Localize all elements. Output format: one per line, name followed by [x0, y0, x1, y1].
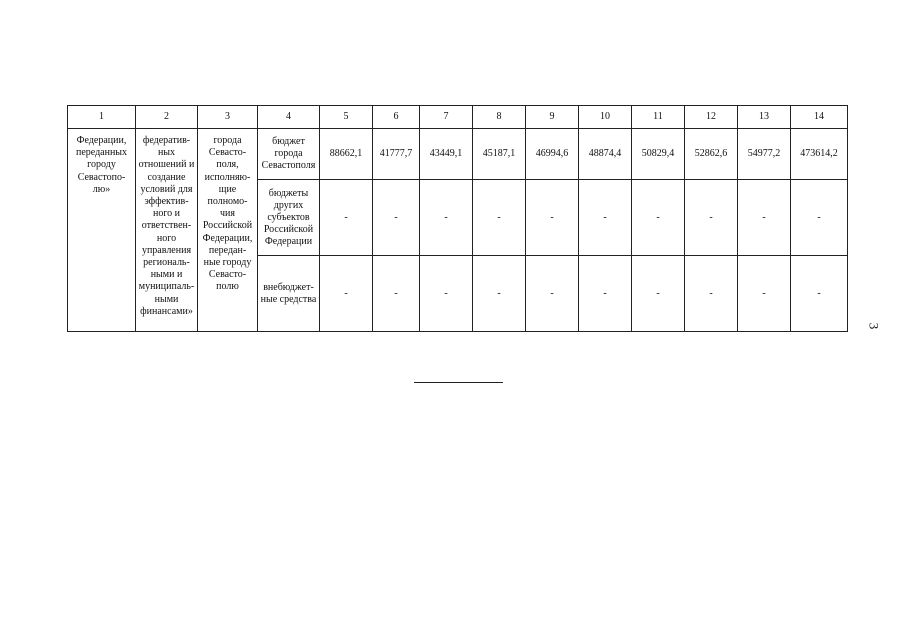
- col2-text-cell: [136, 129, 198, 332]
- table-row: [68, 129, 848, 180]
- header-cell: 6: [373, 106, 420, 129]
- value-cell: 43449,1: [420, 129, 473, 180]
- value-cell: -: [420, 256, 473, 332]
- col3-text-cell: [198, 129, 258, 332]
- header-cell: 2: [136, 106, 198, 129]
- value-cell: -: [526, 180, 579, 256]
- col1-text: Федерации, переданных городу Севастопо- лю»: [75, 135, 128, 195]
- value-cell: -: [632, 256, 685, 332]
- value-cell: -: [373, 180, 420, 256]
- value-cell: 52862,6: [685, 129, 738, 180]
- funding-source-label: бюджеты других субъектов Российской Федерации: [263, 187, 314, 247]
- value-cell: -: [579, 180, 632, 256]
- value-cell: 48874,4: [579, 129, 632, 180]
- value-cell: -: [526, 256, 579, 332]
- value-cell: 54977,2: [738, 129, 791, 180]
- col3-text: города Севасто- поля, исполняю- щие полномо- чия Российской Федерации, передан- ные городу Севасто- полю: [202, 135, 253, 293]
- value-cell: -: [685, 180, 738, 256]
- value-cell: 88662,1: [320, 129, 373, 180]
- header-cell: 12: [685, 106, 738, 129]
- value-cell: -: [320, 256, 373, 332]
- header-cell: 8: [473, 106, 526, 129]
- header-cell: 14: [791, 106, 848, 129]
- value-cell: 50829,4: [632, 129, 685, 180]
- funding-table: [67, 105, 848, 332]
- end-divider-line: [414, 382, 503, 383]
- funding-source-cell: [258, 129, 320, 180]
- value-cell: -: [473, 256, 526, 332]
- value-cell: -: [320, 180, 373, 256]
- header-cell: 11: [632, 106, 685, 129]
- header-cell: 1: [68, 106, 136, 129]
- value-cell: -: [791, 256, 848, 332]
- header-cell: 5: [320, 106, 373, 129]
- value-cell: -: [420, 180, 473, 256]
- value-cell: -: [791, 180, 848, 256]
- header-cell: 13: [738, 106, 791, 129]
- funding-source-cell: [258, 180, 320, 256]
- header-cell: 7: [420, 106, 473, 129]
- header-cell: 10: [579, 106, 632, 129]
- value-cell: -: [373, 256, 420, 332]
- funding-source-label: внебюджет- ные средства: [260, 281, 317, 305]
- value-cell: 473614,2: [791, 129, 848, 180]
- value-cell: -: [579, 256, 632, 332]
- funding-source-label: бюджет города Севастополя: [261, 136, 316, 171]
- value-cell: -: [738, 180, 791, 256]
- funding-source-cell: [258, 256, 320, 332]
- header-cell: 9: [526, 106, 579, 129]
- col2-text: федератив- ных отношений и создание условий для эффектив- ного и ответствен- ного управления региональ- ными и муниципаль- ными финансами»: [138, 135, 195, 317]
- value-cell: -: [685, 256, 738, 332]
- value-cell: -: [738, 256, 791, 332]
- header-cell: 3: [198, 106, 258, 129]
- value-cell: -: [473, 180, 526, 256]
- header-row: [68, 106, 848, 129]
- header-cell: 4: [258, 106, 320, 129]
- col1-text-cell: [68, 129, 136, 332]
- page-number: 3: [866, 322, 882, 330]
- value-cell: 41777,7: [373, 129, 420, 180]
- value-cell: -: [632, 180, 685, 256]
- value-cell: 46994,6: [526, 129, 579, 180]
- value-cell: 45187,1: [473, 129, 526, 180]
